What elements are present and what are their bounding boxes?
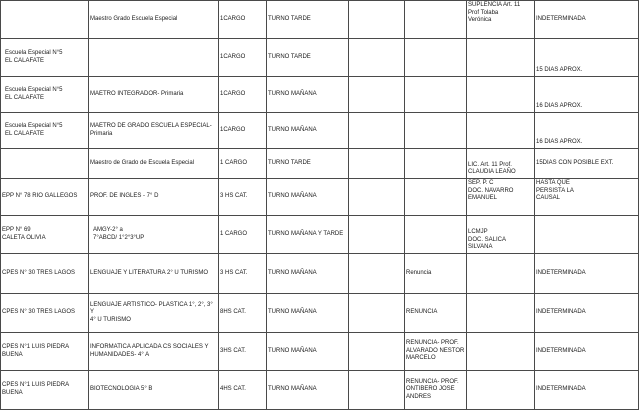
- shift-cell: TURNO MAÑANA: [267, 254, 349, 294]
- position-cell: BIOTECNOLOGIA 5° B: [89, 371, 219, 410]
- table-row: [1, 216, 639, 254]
- hours-cell: 3 HS CAT.: [219, 179, 267, 216]
- school-cell: [1, 149, 89, 179]
- school-cell: EPP N° 78 RIO GALLEGOS: [1, 179, 89, 216]
- duration-cell: INDETERMINADA: [535, 371, 639, 410]
- hours-cell: 4HS CAT.: [219, 371, 267, 410]
- school-cell: Escuela Especial N°5 EL CALAFATE: [1, 113, 89, 149]
- holder-cell: [467, 113, 535, 149]
- empty-cell: [349, 77, 405, 113]
- school-cell: CPES N°1 LUIS PIEDRA BUENA: [1, 371, 89, 410]
- table-row: [1, 254, 639, 294]
- hours-cell: 8HS CAT.: [219, 294, 267, 333]
- table-row: [1, 149, 639, 179]
- position-cell: Maestro Grado Escuela Especial: [89, 1, 219, 39]
- duration-cell: HASTA QUE PERSISTA LA CAUSAL: [535, 179, 639, 216]
- hours-cell: 3HS CAT.: [219, 333, 267, 371]
- empty-cell: [349, 179, 405, 216]
- table-row: [1, 294, 639, 333]
- reason-cell: [405, 1, 467, 39]
- shift-cell: TURNO MAÑANA: [267, 371, 349, 410]
- reason-cell: [405, 149, 467, 179]
- empty-cell: [349, 254, 405, 294]
- table-row: [1, 371, 639, 410]
- empty-cell: [349, 149, 405, 179]
- shift-cell: TURNO MAÑANA: [267, 113, 349, 149]
- reason-cell: [405, 77, 467, 113]
- position-cell: AMGY-2° a 7°ABCD/ 1°2°3°UP: [89, 216, 219, 254]
- hours-cell: 1CARGO: [219, 39, 267, 77]
- shift-cell: TURNO MAÑANA: [267, 294, 349, 333]
- school-cell: CPES N° 30 TRES LAGOS: [1, 254, 89, 294]
- position-cell: [89, 39, 219, 77]
- table-body: [1, 1, 639, 410]
- holder-cell: [467, 294, 535, 333]
- table-row: [1, 179, 639, 216]
- hours-cell: 1CARGO: [219, 77, 267, 113]
- table-row: [1, 333, 639, 371]
- empty-cell: [349, 39, 405, 77]
- empty-cell: [349, 294, 405, 333]
- empty-cell: [349, 216, 405, 254]
- reason-cell: RENUNCIA- PROF. ALVARADO NESTOR MARCELO: [405, 333, 467, 371]
- table-row: [1, 113, 639, 149]
- holder-cell: LCMJP DOC. SALICA SILVANA: [467, 216, 535, 254]
- holder-cell: LIC. Art. 11 Prof. CLAUDIA LEAÑO: [467, 149, 535, 179]
- school-cell: CPES N° 30 TRES LAGOS: [1, 294, 89, 333]
- position-cell: PROF. DE INGLES - 7° D: [89, 179, 219, 216]
- school-cell: CPES N°1 LUIS PIEDRA BUENA: [1, 333, 89, 371]
- empty-cell: [349, 1, 405, 39]
- holder-cell: [467, 39, 535, 77]
- hours-cell: 1CARGO: [219, 1, 267, 39]
- table-row: [1, 1, 639, 39]
- position-cell: LENGUAJE Y LITERATURA 2° U TURISMO: [89, 254, 219, 294]
- holder-cell: SUPLENCIA Art. 11 Prof Tolaba Verónica: [467, 1, 535, 39]
- shift-cell: TURNO MAÑANA: [267, 333, 349, 371]
- duration-cell: INDETERMINADA: [535, 254, 639, 294]
- duration-cell: INDETERMINADA: [535, 294, 639, 333]
- holder-cell: [467, 333, 535, 371]
- duration-cell: [535, 216, 639, 254]
- duration-cell: 16 DIAS APROX.: [535, 77, 639, 113]
- duration-cell: 15DIAS CON POSIBLE EXT.: [535, 149, 639, 179]
- position-cell: MAETRO INTEGRADOR- Primaria: [89, 77, 219, 113]
- reason-cell: [405, 216, 467, 254]
- hours-cell: 3 HS CAT.: [219, 254, 267, 294]
- shift-cell: TURNO MAÑANA: [267, 179, 349, 216]
- reason-cell: [405, 39, 467, 77]
- shift-cell: TURNO TARDE: [267, 1, 349, 39]
- school-cell: [1, 1, 89, 39]
- shift-cell: TURNO MAÑANA Y TARDE: [267, 216, 349, 254]
- hours-cell: 1 CARGO: [219, 149, 267, 179]
- reason-cell: RENUNCIA: [405, 294, 467, 333]
- reason-cell: [405, 113, 467, 149]
- school-cell: Escuela Especial N°5 EL CALAFATE: [1, 39, 89, 77]
- school-cell: EPP N° 69 CALETA OLIVIA: [1, 216, 89, 254]
- duration-cell: INDETERMINADA: [535, 1, 639, 39]
- hours-cell: 1 CARGO: [219, 216, 267, 254]
- position-cell: MAETRO DE GRADO ESCUELA ESPECIAL- Primaria: [89, 113, 219, 149]
- hours-cell: 1CARGO: [219, 113, 267, 149]
- reason-cell: Renuncia: [405, 254, 467, 294]
- table-row: [1, 77, 639, 113]
- holder-cell: SEP. P. C DOC. NAVARRO EMANUEL: [467, 179, 535, 216]
- duration-cell: INDETERMINADA: [535, 333, 639, 371]
- position-cell: INFORMATICA APLICADA CS SOCIALES Y HUMANIDADES- 4° A: [89, 333, 219, 371]
- shift-cell: TURNO TARDE: [267, 39, 349, 77]
- shift-cell: TURNO TARDE: [267, 149, 349, 179]
- empty-cell: [349, 113, 405, 149]
- reason-cell: [405, 179, 467, 216]
- empty-cell: [349, 371, 405, 410]
- holder-cell: [467, 254, 535, 294]
- holder-cell: [467, 371, 535, 410]
- duration-cell: 15 DIAS APROX.: [535, 39, 639, 77]
- empty-cell: [349, 333, 405, 371]
- position-cell: Maestro de Grado de Escuela Especial: [89, 149, 219, 179]
- holder-cell: [467, 77, 535, 113]
- shift-cell: TURNO MAÑANA: [267, 77, 349, 113]
- table-row: [1, 39, 639, 77]
- position-cell: LENGUAJE ARTISTICO- PLASTICA 1°, 2°, 3° Y 4° U TURISMO: [89, 294, 219, 333]
- duration-cell: 16 DIAS APROX.: [535, 113, 639, 149]
- reason-cell: RENUNCIA- PROF. ONTIBERO JOSE ANDRES: [405, 371, 467, 410]
- school-cell: Escuela Especial N°5 EL CALAFATE: [1, 77, 89, 113]
